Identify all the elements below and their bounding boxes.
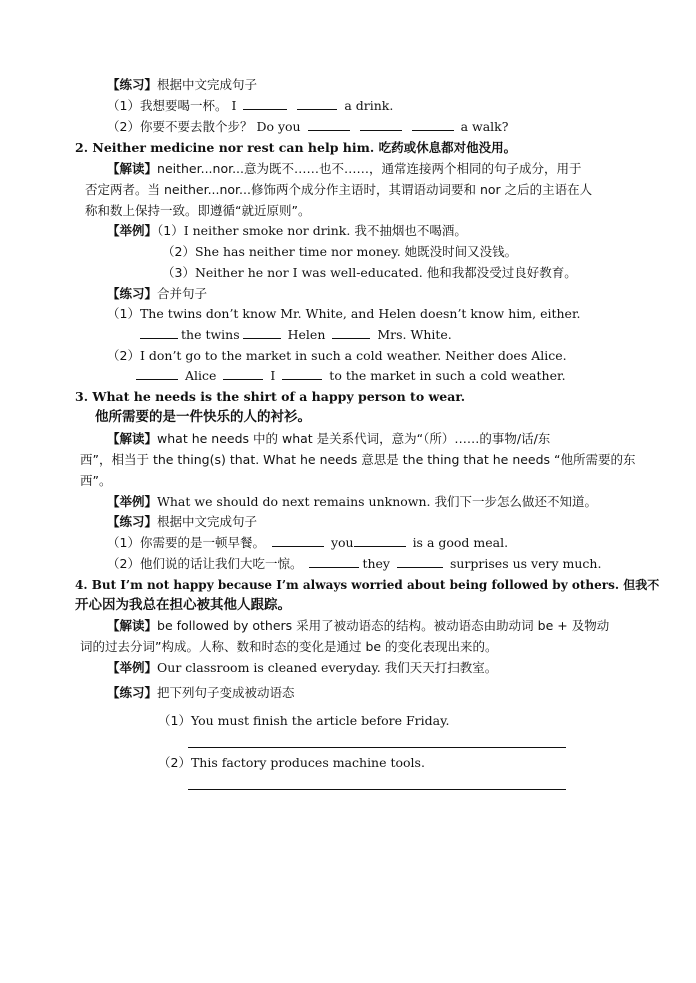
question-number: （1） [158,713,191,728]
s2-heading [75,139,516,157]
example-english: What we should do next remains unknown. [157,494,431,509]
s1-question-2 [107,118,508,136]
s4-heading-line-2: 开心因为我总在担心被其他人跟踪。 [75,597,291,613]
s3-interpretation-line-3: 西”。 [80,473,112,488]
example-chinese: 我不抽烟也不喝酒。 [354,223,467,238]
s2-example-1 [107,222,467,240]
example-chinese: 我们天天打扫教室。 [384,660,498,675]
s2-example-3 [162,264,577,282]
question-english: I don’t go to the market in such a cold weather. Neither does Alice. [139,348,567,363]
question-number: （2） [107,556,140,571]
question-number: （2） [158,755,191,770]
answer-blank[interactable] [243,326,281,339]
question-english-end: a drink. [344,98,394,113]
interpretation-text: neither...nor...意为既不……也不……，通常连接两个相同的句子成分，用于 [157,161,582,176]
example-english: Our classroom is cleaned everyday. [157,660,381,675]
answer-blank[interactable] [309,555,359,568]
answer-blank[interactable] [272,534,324,547]
answer-blank[interactable] [397,555,443,568]
example-english: Neither he nor I was well-educated. [194,265,423,280]
interpretation-label: 【解读】 [107,431,158,446]
interpretation-text: be followed by others 采用了被动语态的结构。被动语态由助动词 be + 及物动 [157,618,610,633]
example-english: She has neither time nor money. [194,244,401,259]
s4-question-2 [158,754,425,772]
example-number: （1） [157,223,184,238]
fill-text: I [270,368,276,383]
exercise-title: 根据中文完成句子 [157,77,258,92]
s3-example [107,493,597,511]
fill-text: the twins [181,327,240,342]
question-chinese: 你要不要去散个步？ [139,119,253,134]
fill-text: is a good meal. [412,535,509,550]
s2-exercise-header [107,285,207,303]
example-chinese: 他和我都没受过良好教育。 [426,265,577,280]
fill-text: Helen [287,327,326,342]
answer-blank[interactable] [140,326,178,339]
question-english-end: a walk? [460,119,509,134]
s2-question-1 [107,305,581,323]
fill-text: to the market in such a cold weather. [329,368,566,383]
question-chinese: 我想要喝一杯。 [139,98,228,113]
heading-chinese: 但我不 [623,578,660,592]
example-chinese: 她既没时间又没钱。 [404,244,518,259]
exercise-title: 把下列句子变成被动语态 [157,685,295,700]
fill-text: you [330,535,354,550]
question-english: You must finish the article before Friday. [190,713,450,728]
question-chinese: 他们说的话让我们大吃一惊。 [139,556,303,571]
s1-question-1 [107,97,393,115]
question-number: （1） [107,306,140,321]
example-label: 【举例】 [107,660,158,675]
s2-interpretation-line-1 [107,160,582,178]
question-number: （1） [107,535,140,550]
exercise-title: 合并句子 [157,286,208,301]
s3-question-1 [107,534,508,552]
s4-exercise-header [107,684,295,702]
example-number: （3） [162,265,195,280]
s2-question-2-fill [136,367,566,385]
s3-interpretation-line-2: 西”，相当于 the thing(s) that. What he needs 意思是 the thing that he needs “他所需要的东 [80,452,636,467]
heading-chinese: 吃药或休息都对他没用。 [378,140,517,155]
fill-text: they [362,556,390,571]
heading-english: 2. Neither medicine nor rest can help him. [75,140,375,155]
answer-blank[interactable] [243,97,287,110]
exercise-label: 【练习】 [107,514,158,529]
example-chinese: 我们下一步怎么做还不知道。 [434,494,598,509]
example-number: （2） [162,244,195,259]
answer-blank[interactable] [308,118,350,131]
s3-exercise-header [107,513,257,531]
answer-blank[interactable] [412,118,454,131]
example-label: 【举例】 [107,223,158,238]
s4-interpretation-line-2: 词的过去分词”构成。人称、数和时态的变化是通过 be 的变化表现出来的。 [80,639,498,654]
s2-interpretation-line-3: 称和数上保持一致。即遵循“就近原则”。 [85,203,311,218]
interpretation-label: 【解读】 [107,161,158,176]
question-chinese: 你需要的是一顿早餐。 [139,535,265,550]
answer-blank[interactable] [332,326,370,339]
heading-english: 4. But I’m not happy because I’m always worried about being followed by others. [75,578,620,592]
answer-blank[interactable] [223,367,263,380]
exercise-label: 【练习】 [107,77,158,92]
s4-heading-line-1 [75,576,659,594]
s3-heading-chinese: 他所需要的是一件快乐的人的衬衫。 [95,409,311,425]
interpretation-label: 【解读】 [107,618,158,633]
question-english-start: Do you [256,119,301,134]
answer-blank[interactable] [297,97,337,110]
s2-example-2 [162,243,517,261]
example-english: I neither smoke nor drink. [183,223,351,238]
fill-text: surprises us very much. [449,556,602,571]
question-english-start: I [231,98,237,113]
example-label: 【举例】 [107,494,158,509]
s4-question-1 [158,712,449,730]
s3-interpretation-line-1 [107,430,550,448]
question-number: （1） [107,98,140,113]
s4-interpretation-line-1 [107,617,609,635]
s4-example [107,659,497,677]
s4-question-2-answer-line[interactable] [188,789,566,790]
question-number: （2） [107,348,140,363]
interpretation-text: what he needs 中的 what 是关系代词，意为“（所）……的事物/话/东 [157,431,551,446]
exercise-label: 【练习】 [107,286,158,301]
exercise-label: 【练习】 [107,685,158,700]
s2-question-2 [107,347,567,365]
fill-text: Alice [184,368,217,383]
answer-blank[interactable] [282,367,322,380]
s3-heading-english: 3. What he needs is the shirt of a happy person to wear. [75,389,466,404]
s2-question-1-fill [140,326,452,344]
answer-blank[interactable] [354,534,406,547]
question-english: This factory produces machine tools. [190,755,425,770]
s3-question-2 [107,555,601,573]
s1-exercise-header [107,76,257,94]
question-english: The twins don’t know Mr. White, and Helen doesn’t know him, either. [139,306,581,321]
answer-blank[interactable] [136,367,178,380]
question-number: （2） [107,119,140,134]
answer-blank[interactable] [360,118,402,131]
fill-text: Mrs. White. [377,327,452,342]
s2-interpretation-line-2: 否定两者。当 neither...nor...修饰两个成分作主语时，其谓语动词要和 nor 之后的主语在人 [85,182,593,197]
s4-question-1-answer-line[interactable] [188,747,566,748]
exercise-title: 根据中文完成句子 [157,514,258,529]
